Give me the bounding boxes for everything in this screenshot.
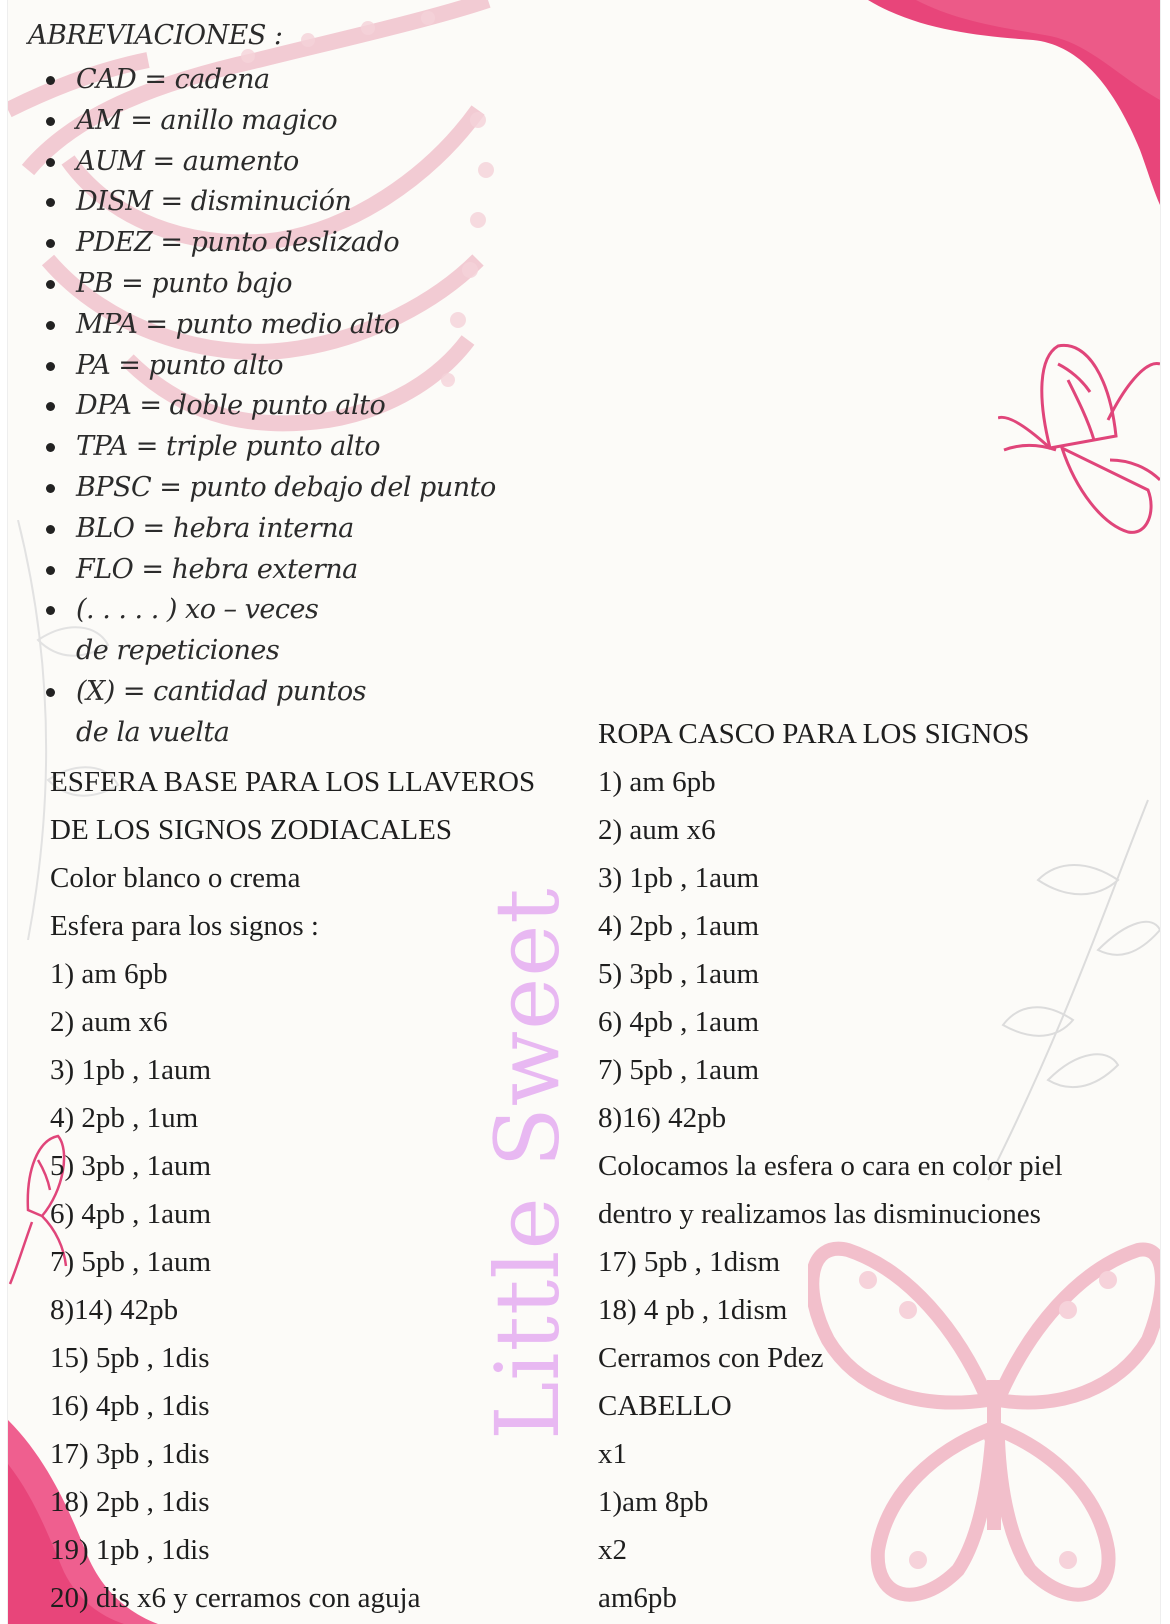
pattern-line: Cerramos con Pdez bbox=[598, 1342, 824, 1374]
pattern-line: 8)14) 42pb bbox=[50, 1294, 179, 1326]
abbreviation-item: (. . . . . ) xo – veces de repeticiones bbox=[8, 590, 356, 672]
abbreviation-item: BLO = hebra interna bbox=[8, 509, 528, 550]
pattern-line: x2 bbox=[598, 1534, 627, 1566]
pattern-line: ESFERA BASE PARA LOS LLAVEROS bbox=[50, 766, 536, 798]
abbreviation-item: CAD = cadena bbox=[8, 60, 528, 101]
pattern-line: 4) 2pb , 1aum bbox=[598, 910, 760, 942]
sphere-base-pattern bbox=[50, 758, 535, 1622]
pattern-line: 8)16) 42pb bbox=[598, 1102, 727, 1134]
pattern-line: DE LOS SIGNOS ZODIACALES bbox=[50, 814, 452, 846]
pattern-line: 1) am 6pb bbox=[598, 766, 716, 798]
pattern-line: Color blanco o crema bbox=[50, 862, 301, 894]
pattern-line: am6pb bbox=[598, 1582, 677, 1614]
abbreviation-item: AUM = aumento bbox=[8, 142, 528, 183]
pattern-line: 4) 2pb , 1um bbox=[50, 1102, 199, 1134]
abbreviations-title: ABREVIACIONES : bbox=[28, 20, 283, 51]
abbreviation-item: PB = punto bajo bbox=[8, 264, 528, 305]
pattern-line: x1 bbox=[598, 1438, 627, 1470]
abbreviation-item: MPA = punto medio alto bbox=[8, 305, 528, 346]
pattern-line: CABELLO bbox=[598, 1390, 732, 1422]
pattern-line: 6) 4pb , 1aum bbox=[50, 1198, 212, 1230]
abbreviation-item: (X) = cantidad puntos de la vuelta bbox=[8, 672, 366, 754]
pattern-line: 2) aum x6 bbox=[50, 1006, 168, 1038]
abbreviation-item: PA = punto alto bbox=[8, 346, 528, 387]
pattern-line: 19) 1pb , 1dis bbox=[50, 1534, 210, 1566]
pattern-line: dentro y realizamos las disminuciones bbox=[598, 1198, 1041, 1230]
abbreviation-item: TPA = triple punto alto bbox=[8, 427, 528, 468]
pattern-line: 2) aum x6 bbox=[598, 814, 716, 846]
pattern-line: 1)am 8pb bbox=[598, 1486, 709, 1518]
pattern-line: ROPA CASCO PARA LOS SIGNOS bbox=[598, 718, 1030, 750]
pattern-line: 7) 5pb , 1aum bbox=[598, 1054, 760, 1086]
abbreviation-item: FLO = hebra externa bbox=[8, 550, 528, 591]
pattern-line: 15) 5pb , 1dis bbox=[50, 1342, 210, 1374]
pattern-line: 17) 3pb , 1dis bbox=[50, 1438, 210, 1470]
pattern-line: 3) 1pb , 1aum bbox=[598, 862, 760, 894]
document-page bbox=[8, 0, 1160, 1624]
abbreviation-item: BPSC = punto debajo del punto bbox=[8, 468, 528, 509]
watermark-text: Little Sweet bbox=[476, 887, 579, 1440]
abbreviation-item: AM = anillo magico bbox=[8, 101, 528, 142]
pattern-line: 6) 4pb , 1aum bbox=[598, 1006, 760, 1038]
pattern-line: 1) am 6pb bbox=[50, 958, 168, 990]
pattern-line: 17) 5pb , 1dism bbox=[598, 1246, 781, 1278]
abbreviation-item: DPA = doble punto alto bbox=[8, 386, 528, 427]
pattern-line: 3) 1pb , 1aum bbox=[50, 1054, 212, 1086]
pattern-line: 5) 3pb , 1aum bbox=[598, 958, 760, 990]
pattern-line: Esfera para los signos : bbox=[50, 910, 319, 942]
corner-wave-top-right bbox=[828, 0, 1160, 210]
pattern-line: 5) 3pb , 1aum bbox=[50, 1150, 212, 1182]
pattern-line: 20) dis x6 y cerramos con aguja bbox=[50, 1582, 421, 1614]
helmet-clothing-pattern bbox=[598, 710, 1063, 1622]
pattern-line: 18) 4 pb , 1dism bbox=[598, 1294, 788, 1326]
butterfly-outline-right-icon bbox=[998, 340, 1160, 550]
pattern-line: 7) 5pb , 1aum bbox=[50, 1246, 212, 1278]
pattern-line: 18) 2pb , 1dis bbox=[50, 1486, 210, 1518]
abbreviation-item: DISM = disminución bbox=[8, 182, 528, 223]
pattern-line: Colocamos la esfera o cara en color piel bbox=[598, 1150, 1063, 1182]
abbreviation-item: PDEZ = punto deslizado bbox=[8, 223, 528, 264]
abbreviations-list bbox=[8, 60, 528, 754]
pattern-line: 16) 4pb , 1dis bbox=[50, 1390, 210, 1422]
